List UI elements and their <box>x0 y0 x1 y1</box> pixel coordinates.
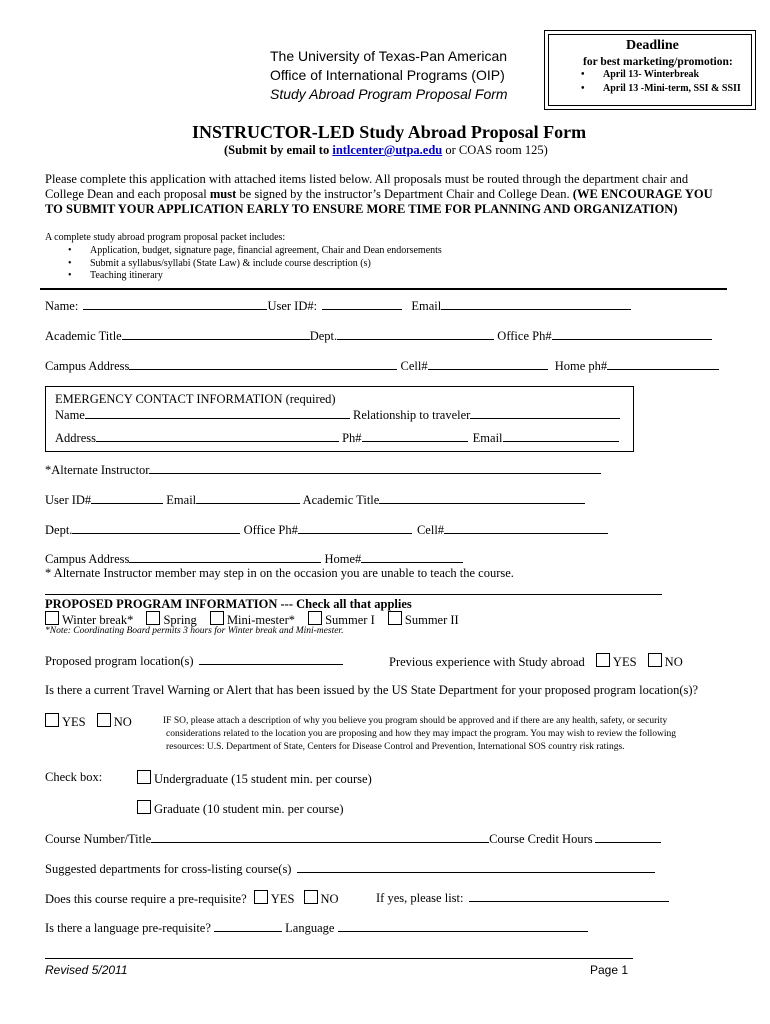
alt-dept-label: Dept. <box>45 523 73 537</box>
user-id-input[interactable] <box>322 298 402 310</box>
undergrad-checkbox[interactable] <box>137 770 151 784</box>
warning-question: Is there a current Travel Warning or Alert that has been issued by the US State Department for your proposed program location(s)? <box>45 683 699 697</box>
divider <box>40 288 727 290</box>
course-row <box>45 831 661 847</box>
page-number: Page 1 <box>590 963 629 977</box>
term-option-winter[interactable] <box>45 613 133 627</box>
name-row <box>45 298 631 314</box>
cell-label: Cell# <box>400 359 428 373</box>
name-input[interactable] <box>83 298 267 310</box>
no-label: NO <box>113 715 132 729</box>
check-box-label: Check box: <box>45 770 103 784</box>
alt-academic-title-input[interactable] <box>379 492 585 504</box>
email-input[interactable] <box>441 298 631 310</box>
term-label: Winter break* <box>62 613 134 627</box>
term-option-summer-ii[interactable] <box>388 613 459 627</box>
warning-note-1: IF SO, please attach a description of why you believe you program should be approved and if there are any health, safety, or security <box>163 716 668 726</box>
experience-label: Previous experience with Study abroad <box>389 655 585 669</box>
location-label: Proposed program location(s) <box>45 654 194 668</box>
alt-email-input[interactable] <box>196 492 300 504</box>
revised-date: Revised 5/2011 <box>45 963 128 977</box>
alt-email-label: Email <box>166 493 197 507</box>
term-option-summer-i[interactable] <box>308 613 375 627</box>
campus-address-label: Campus Address <box>45 359 130 373</box>
alternate-userid-row <box>45 492 585 508</box>
term-option-spring[interactable] <box>146 613 196 627</box>
campus-row <box>45 358 719 374</box>
yes-label: YES <box>612 655 637 669</box>
intro-line-3: TO SUBMIT YOUR APPLICATION EARLY TO ENSURE MORE TIME FOR PLANNING AND ORGANIZATION) <box>45 202 678 216</box>
language-prereq-label: Is there a language pre-requisite? <box>45 921 211 935</box>
location-row <box>45 653 343 669</box>
grad-option[interactable] <box>137 800 344 817</box>
email-label: Email <box>411 299 442 313</box>
name-label: Name: <box>45 299 79 313</box>
office-ph-input[interactable] <box>552 328 712 340</box>
alternate-note: * Alternate Instructor member may step in on the occasion you are unable to teach the course. <box>45 566 514 580</box>
submit-instructions <box>224 143 548 158</box>
alternate-instructor-label: *Alternate Instructor <box>45 463 150 477</box>
alt-user-id-label: User ID# <box>45 493 92 507</box>
course-number-label: Course Number/Title <box>45 832 152 846</box>
location-input[interactable] <box>199 653 343 665</box>
packet-item: • Submit a syllabus/syllabi (State Law) & include course description (s) <box>90 258 371 269</box>
prereq-row <box>45 890 339 907</box>
emergency-heading: EMERGENCY CONTACT INFORMATION (required) <box>55 392 336 406</box>
emergency-row-2 <box>55 430 619 446</box>
alt-campus-address-label: Campus Address <box>45 552 130 566</box>
if-yes-row <box>376 890 669 906</box>
yes-label: YES <box>270 892 295 906</box>
alt-office-ph-input[interactable] <box>298 522 412 534</box>
deadline-item: • April 13 -Mini-term, SSI & SSII <box>603 83 741 94</box>
intlcenter-email-link[interactable]: intlcenter@utpa.edu <box>332 143 443 157</box>
packet-item: • Application, budget, signature page, financial agreement, Chair and Dean endorsements <box>90 245 442 256</box>
alternate-row <box>45 462 601 478</box>
alt-home-label: Home# <box>324 552 362 566</box>
dept-input[interactable] <box>337 328 494 340</box>
emergency-name-input[interactable] <box>85 407 350 419</box>
alternate-campus-row <box>45 551 463 567</box>
alt-cell-input[interactable] <box>444 522 608 534</box>
term-label: Summer I <box>325 613 375 627</box>
warning-note-2: considerations related to the location you are proposing and how they may impact the program. You may wish to review the following <box>166 729 676 739</box>
intro-line-2c: (WE ENCOURAGE YOU <box>572 187 713 201</box>
form-title: INSTRUCTOR-LED Study Abroad Proposal Form <box>192 122 587 142</box>
language-row <box>45 920 588 936</box>
warning-no-checkbox[interactable] <box>97 713 111 727</box>
office-ph-label: Office Ph# <box>497 329 552 343</box>
prereq-list-input[interactable] <box>469 890 669 902</box>
experience-no-checkbox[interactable] <box>648 653 662 667</box>
warning-note-3: resources: U.S. Department of State, Centers for Disease Control and Prevention, International SOS country risk ratings. <box>166 742 625 752</box>
cross-listing-label: Suggested departments for cross-listing course(s) <box>45 862 292 876</box>
alternate-dept-row <box>45 522 608 538</box>
user-id-label: User ID#: <box>267 299 318 313</box>
footer-divider <box>45 958 633 959</box>
grad-label: Graduate (10 student min. per course) <box>154 802 344 816</box>
cross-listing-input[interactable] <box>297 861 655 873</box>
term-label: Summer II <box>404 613 459 627</box>
alt-dept-input[interactable] <box>72 522 240 534</box>
alt-cell-label: Cell# <box>416 523 445 537</box>
checkbox[interactable] <box>210 611 224 625</box>
undergrad-option[interactable] <box>137 770 372 787</box>
intro-line-2 <box>45 187 713 202</box>
emergency-address-label: Address <box>55 431 96 445</box>
program-note: *Note: Coordinating Board permits 3 hours for Winter break and Mini-mester. <box>45 626 344 636</box>
emergency-row-1 <box>55 407 620 423</box>
alt-home-input[interactable] <box>361 551 463 563</box>
prereq-yes-checkbox[interactable] <box>254 890 268 904</box>
alt-academic-title-label: Academic Title <box>302 493 380 507</box>
packet-item: • Teaching itinerary <box>90 270 163 281</box>
academic-title-input[interactable] <box>122 328 310 340</box>
if-yes-label: If yes, please list: <box>376 891 464 905</box>
university-name: The University of Texas-Pan American <box>270 48 508 64</box>
no-label: NO <box>664 655 683 669</box>
course-number-input[interactable] <box>151 831 489 843</box>
term-label: Spring <box>163 613 197 627</box>
checkbox[interactable] <box>45 611 59 625</box>
emergency-email-input[interactable] <box>503 430 619 442</box>
credit-hours-input[interactable] <box>595 831 661 843</box>
submit-prefix: (Submit by email to <box>224 143 330 157</box>
emergency-email-label: Email <box>472 431 503 445</box>
intro-line-2a: College Dean and each proposal <box>45 187 207 201</box>
intro-line-1: Please complete this application with attached items listed below. All proposals must be routed through the department chair and <box>45 172 689 186</box>
credit-hours-label: Course Credit Hours <box>489 832 593 846</box>
relationship-input[interactable] <box>470 407 620 419</box>
emergency-address-input[interactable] <box>96 430 339 442</box>
term-option-minimester[interactable] <box>210 613 295 627</box>
alternate-instructor-input[interactable] <box>149 462 601 474</box>
checkbox[interactable] <box>308 611 322 625</box>
divider <box>45 594 662 595</box>
dept-label: Dept. <box>309 329 338 343</box>
grad-checkbox[interactable] <box>137 800 151 814</box>
experience-yes-checkbox[interactable] <box>596 653 610 667</box>
warning-answer <box>45 713 132 730</box>
program-heading: PROPOSED PROGRAM INFORMATION --- Check all that applies <box>45 597 412 611</box>
intro-line-2b: be signed by the instructor’s Department Chair and College Dean. <box>239 187 570 201</box>
academic-row <box>45 328 712 344</box>
deadline-item: • April 13- Winterbreak <box>603 69 699 80</box>
cell-input[interactable] <box>428 358 548 370</box>
prereq-label: Does this course require a pre-requisite? <box>45 892 247 906</box>
language-prereq-input[interactable] <box>214 920 282 932</box>
language-input[interactable] <box>338 920 588 932</box>
submit-suffix: or COAS room 125) <box>445 143 548 157</box>
academic-title-label: Academic Title <box>45 329 122 343</box>
intro-must: must <box>209 187 237 201</box>
emergency-ph-label: Ph# <box>342 431 362 445</box>
experience-row <box>389 653 683 670</box>
alt-office-ph-label: Office Ph# <box>243 523 298 537</box>
office-name: Office of International Programs (OIP) <box>270 67 505 83</box>
emergency-ph-input[interactable] <box>362 430 468 442</box>
home-ph-label: Home ph# <box>554 359 608 373</box>
home-ph-input[interactable] <box>607 358 719 370</box>
cross-listing-row <box>45 861 655 877</box>
undergrad-label: Undergraduate (15 student min. per course) <box>154 772 372 786</box>
campus-address-input[interactable] <box>129 358 397 370</box>
yes-label: YES <box>62 715 86 729</box>
deadline-title: Deadline <box>626 38 679 53</box>
relationship-label: Relationship to traveler <box>352 408 471 422</box>
deadline-subtitle: for best marketing/promotion: <box>583 56 733 68</box>
checkbox[interactable] <box>146 611 160 625</box>
form-name: Study Abroad Program Proposal Form <box>270 86 508 102</box>
language-label: Language <box>285 921 335 935</box>
prereq-no-checkbox[interactable] <box>304 890 318 904</box>
no-label: NO <box>320 892 339 906</box>
checkbox[interactable] <box>388 611 402 625</box>
alt-user-id-input[interactable] <box>91 492 163 504</box>
warning-yes-checkbox[interactable] <box>45 713 59 727</box>
packet-heading: A complete study abroad program proposal packet includes: <box>45 232 286 243</box>
emergency-name-label: Name <box>55 408 85 422</box>
alt-campus-address-input[interactable] <box>129 551 321 563</box>
term-label: Mini-mester* <box>226 613 295 627</box>
